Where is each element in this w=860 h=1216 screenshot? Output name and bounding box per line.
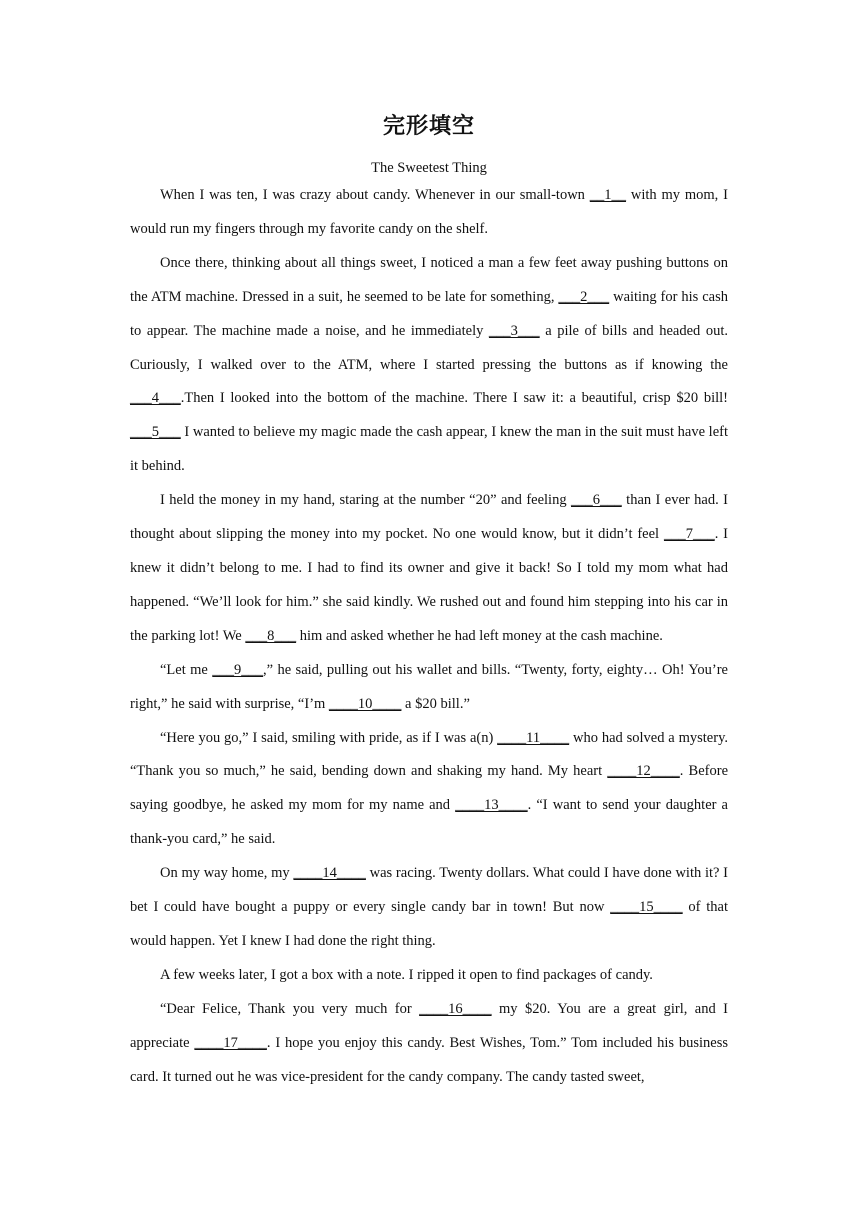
paragraph-text: my $20. You are a great girl, and I appreciate [130,1000,728,1051]
cloze-blank: ___5___ [130,424,181,441]
passage-body [130,179,728,1094]
paragraph-text: . “I want to send your daughter a thank-you card,” he said. [130,797,728,848]
cloze-blank: ____15____ [610,899,683,916]
paragraph-text: who had solved a mystery. “Thank you so much,” he said, bending down and shaking my hand. My heart [130,729,728,780]
passage-paragraph [130,959,728,993]
cloze-blank: ____10____ [328,695,402,712]
cloze-blank: ___2___ [558,288,610,305]
paragraph-text: a $20 bill.” [401,695,470,712]
cloze-blank: ___6___ [571,492,622,509]
passage-paragraph [130,722,728,858]
paragraph-text: When I was ten, I was crazy about candy. Whenever in our small-town [160,187,590,203]
cloze-blank: ____11____ [497,729,570,746]
document-title: 完形填空 [382,114,475,139]
cloze-blank: ____13____ [455,797,528,814]
passage-paragraph [130,484,728,654]
cloze-blank: ____17____ [194,1034,267,1051]
paragraph-text: with my mom, I would run my fingers through my favorite candy on the shelf. [130,187,728,237]
cloze-blank: __1__ [589,187,627,203]
passage-paragraph [130,857,728,959]
paragraph-text: . I knew it didn’t belong to me. I had to find its owner and give it back! So I told my mom what had happened. “We’ll look for him.” she said kindly. We rushed out and found him stepping into his car in the parking lot! We [130,526,728,644]
document-page [130,112,728,1094]
paragraph-text: “Let me [160,661,213,678]
paragraph-text: On my way home, my [160,865,294,882]
cloze-blank: ___7___ [663,526,715,543]
cloze-blank: ___8___ [245,627,297,644]
paragraph-text: than I ever had. I thought about slipping the money into my pocket. No one would know, but it didn’t feel [130,492,728,543]
passage-paragraph [130,654,728,722]
paragraph-text: . I hope you enjoy this candy. Best Wishes, Tom.” Tom included his business card. It turned out he was vice-president for the candy company. The candy tasted sweet, [130,1034,728,1085]
passage-paragraph [130,993,728,1095]
cloze-blank: ____16____ [419,1000,492,1017]
passage-title: The Sweetest Thing [371,160,487,176]
passage-paragraph [130,247,728,484]
paragraph-text: waiting for his cash to appear. The machine made a noise, and he immediately [130,288,728,339]
cloze-blank: ____12____ [607,763,680,780]
cloze-blank: ___9___ [212,661,264,678]
paragraph-text: A few weeks later, I got a box with a note. I ripped it open to find packages of candy. [160,966,653,983]
paragraph-text: .Then I looked into the bottom of the machine. There I saw it: a beautiful, crisp $20 bill! [180,390,728,407]
paragraph-text: Once there, thinking about all things sweet, I noticed a man a few feet away pushing buttons on the ATM machine. Dressed in a suit, he seemed to be late for something, [130,254,728,305]
paragraph-text: ,” he said, pulling out his wallet and bills. “Twenty, forty, eighty… Oh! You’re right,” he said with surprise, “I’m [130,661,728,712]
cloze-blank: ___4___ [130,390,181,407]
passage-paragraph [130,179,728,247]
paragraph-text: was racing. Twenty dollars. What could I have done with it? I bet I could have bought a puppy or every single candy bar in town! But now [130,865,728,916]
cloze-blank: ___3___ [488,322,540,339]
paragraph-text: . Before saying goodbye, he asked my mom for my name and [130,763,728,814]
paragraph-text: “Here you go,” I said, smiling with pride, as if I was a(n) [160,729,498,746]
cloze-blank: ____14____ [293,865,366,882]
paragraph-text: “Dear Felice, Thank you very much for [160,1000,420,1017]
paragraph-text: him and asked whether he had left money at the cash machine. [296,627,663,644]
paragraph-text: I held the money in my hand, staring at the number “20” and feeling [160,492,571,509]
paragraph-text: I wanted to believe my magic made the cash appear, I knew the man in the suit must have left it behind. [130,424,728,475]
paragraph-text: a pile of bills and headed out. Curiously, I walked over to the ATM, where I started pressing the buttons as if knowing the [130,322,728,373]
paragraph-text: of that would happen. Yet I knew I had done the right thing. [130,899,728,949]
